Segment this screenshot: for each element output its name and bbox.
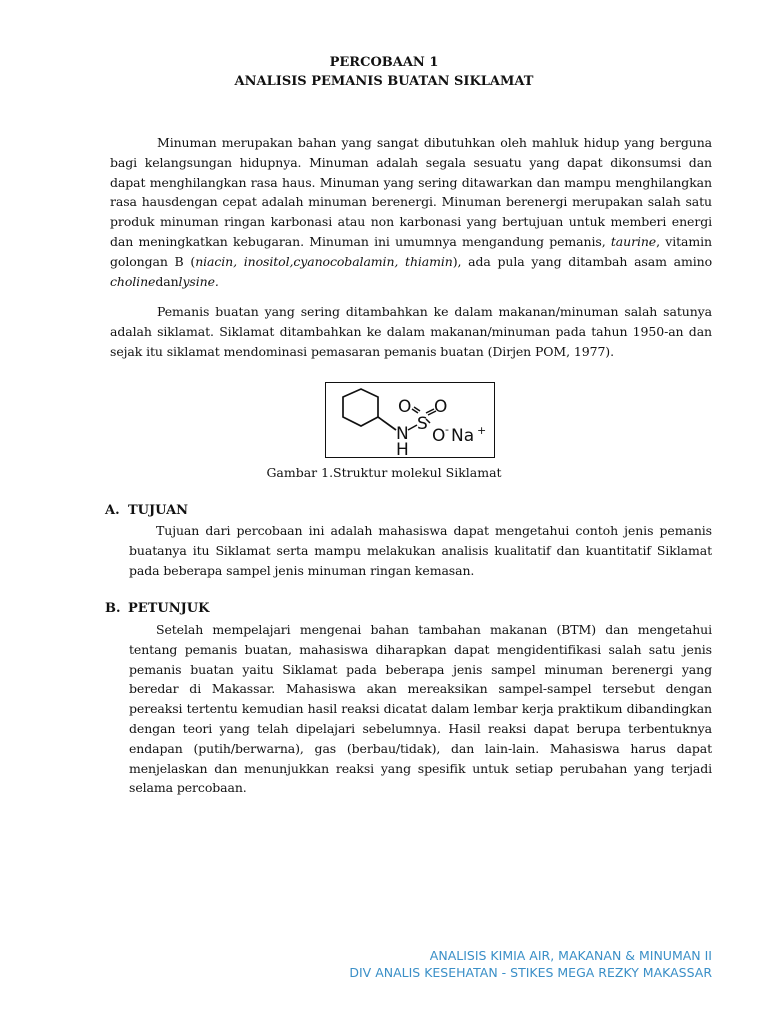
term-vitamin-list: niacin, inositol,cyanocobalamin, thiamin (195, 253, 453, 269)
section-a-text: Tujuan dari percobaan ini adalah mahasiswa dapat mengetahui contoh jenis pemanis buatanya itu Siklamat serta mampu melakukan analisis kualitatif dan kuantitatif Siklamat pada beberapa sampel jenis minuman ringan kemasan. (129, 523, 712, 578)
sodium-ion: Na (451, 426, 475, 446)
section-a-heading (105, 503, 188, 518)
atom-oxygen-2: O (434, 397, 448, 417)
siklamat-structure-figure (325, 382, 495, 458)
atom-nitrogen: N (396, 424, 409, 444)
experiment-number: PERCOBAAN 1 (329, 55, 439, 70)
atom-oxygen-3: O (432, 426, 446, 446)
term-choline: choline (110, 273, 156, 289)
page-title: ANALISIS PEMANIS BUATAN SIKLAMAT (234, 74, 534, 89)
atom-oxygen-1: O (398, 397, 412, 417)
amino-text: ), ada pula yang ditambah asam amino (452, 253, 712, 269)
section-b-text: Setelah mempelajari mengenai bahan tambahan makanan (BTM) dan mengetahui tentang pemanis buatan, mahasiswa diharapkan dapat mengidentifikasi salah satu jenis pemanis buatan yaitu Siklamat pada beberapa jenis sampel minuman berenergi yang beredar di Makassar. Mahasiswa akan mereaksikan sampel-sampel tersebut dengan pereaksi tertentu kemudian hasil reaksi dicatat dalam lembar kerja praktikum dibandingkan dengan teori yang telah dipelajari sebelumnya. Hasil reaksi dapat berupa terbentuknya endapan (putih/berwarna), gas (berbau/tidak), dan lain-lain. Mahasiswa harus dapat menjelaskan dan menunjukkan reaksi yang spesifik untuk setiap perubahan yang terjadi selama percobaan. (129, 622, 712, 796)
intro-paragraph-2: Pemanis buatan yang sering ditambahkan ke dalam makanan/minuman salah satunya adalah siklamat. Siklamat ditambahkan ke dalam makanan/minuman pada tahun 1950-an dan sejak itu siklamat mendominasi pemasaran pemanis buatan (Dirjen POM, 1977). (110, 304, 712, 359)
section-b-letter: B. (105, 601, 121, 616)
conjunction: dan (155, 273, 179, 289)
figure-caption: Gambar 1.Struktur molekul Siklamat (266, 465, 502, 480)
atom-labels (396, 397, 486, 457)
footer-course: ANALISIS KIMIA AIR, MAKANAN & MINUMAN II (429, 948, 712, 963)
plus-charge: + (477, 424, 487, 437)
section-b-heading (105, 601, 209, 616)
cyclohexane-ring (343, 389, 396, 430)
term-lysine: lysine. (178, 273, 219, 289)
section-b-title: PETUNJUK (128, 601, 210, 616)
minus-charge: - (445, 423, 449, 436)
intro-text: Minuman merupakan bahan yang sangat dibutuhkan oleh mahluk hidup yang berguna bagi kelangsungan hidupnya. Minuman adalah segala sesuatu yang dapat dikonsumsi dan dapat menghilangkan rasa haus. Minuman yang sering ditawarkan dan mampu menghilangkan rasa hausdengan cepat adalah minuman berenergi. Minuman berenergi merupakan salah satu produk minuman ringan karbonasi atau non karbonasi yang bertujuan untuk memberi energi dan meningkatkan kebugaran. Minuman ini umumnya mengandung pemanis, (110, 135, 712, 249)
section-a-letter: A. (105, 503, 120, 518)
term-taurine: taurine (610, 233, 657, 249)
molecule-diagram (326, 383, 494, 457)
vitamin-text: , vitamin golongan B ( (110, 233, 712, 269)
intro-paragraph-1 (110, 133, 712, 291)
footer-institution: DIV ANALIS KESEHATAN - STIKES MEGA REZKY MAKASSAR (349, 965, 712, 980)
atom-hydrogen: H (396, 440, 409, 457)
atom-sulfur: S (417, 414, 428, 434)
section-a-title: TUJUAN (128, 503, 189, 518)
